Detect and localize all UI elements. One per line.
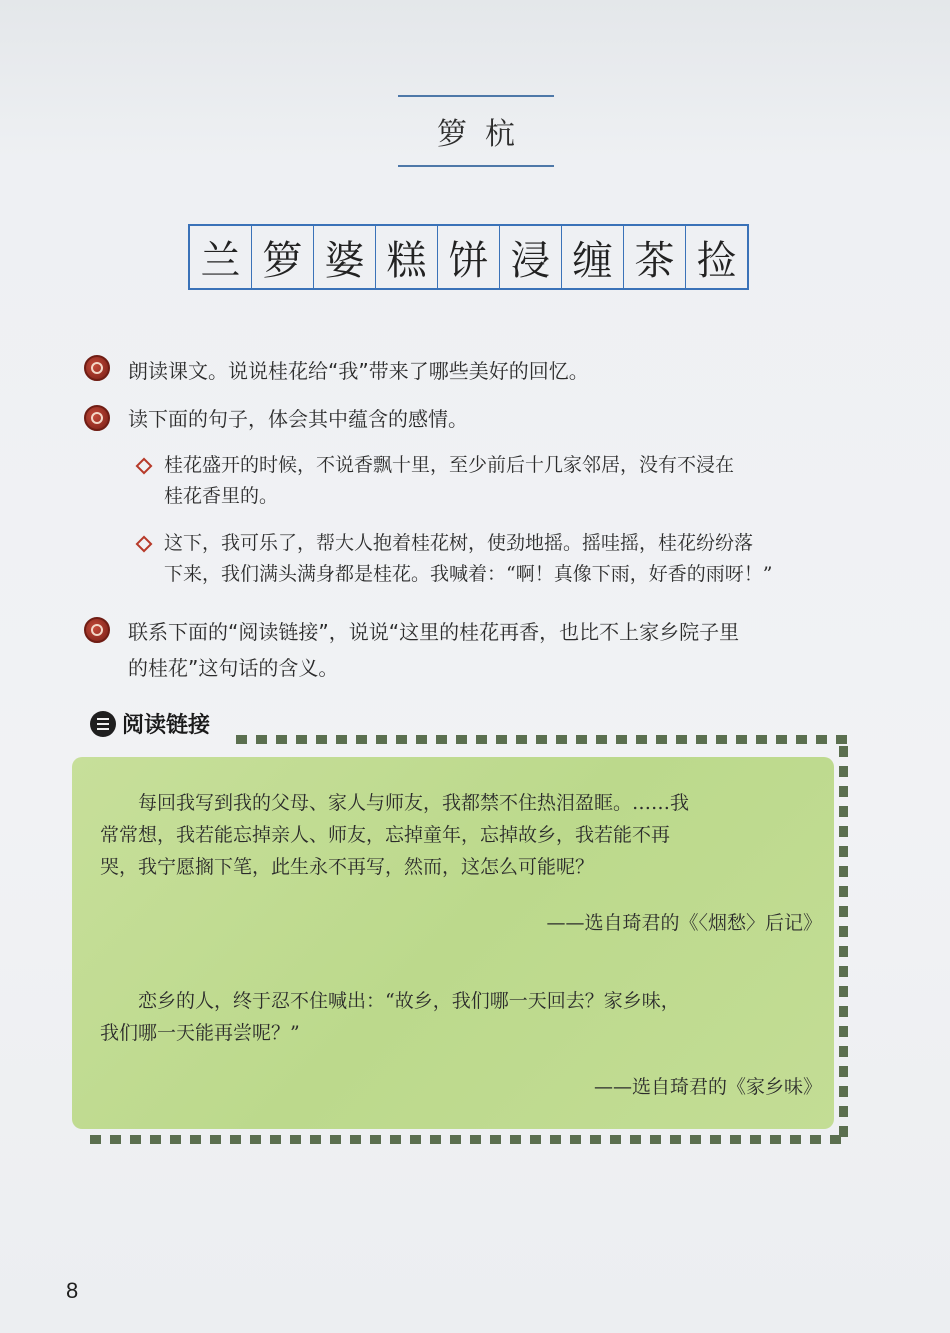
reading-link-title: 阅读链接: [122, 713, 211, 738]
exercise-2-text: 读下面的句子，体会其中蕴含的感情。: [128, 407, 468, 431]
diamond-bullet-icon: [136, 536, 153, 553]
pinyin-heading: [398, 95, 554, 167]
passage-line: 恋乡的人，终于忍不住喊出：“故乡，我们哪一天回去？家乡味，: [100, 990, 680, 1012]
page-number: 8: [66, 1278, 79, 1303]
item-line: 下来，我们满头满身都是桂花。我喊着：“啊！真像下雨，好香的雨呀！”: [164, 563, 773, 585]
diamond-bullet-icon: [136, 458, 153, 475]
character-cell: 缠: [562, 226, 624, 288]
item-line: 桂花盛开的时候，不说香飘十里，至少前后十几家邻居，没有不浸在: [164, 454, 735, 476]
character-cell: 兰: [190, 226, 252, 288]
dashed-border: [236, 735, 848, 744]
exercise-2-item: [136, 450, 876, 512]
character-cell: 婆: [314, 226, 376, 288]
passage-2-source: ——选自琦君的《家乡味》: [593, 1076, 822, 1098]
item-line: 这下，我可乐了，帮大人抱着桂花树，使劲地摇。摇哇摇，桂花纷纷落: [164, 532, 754, 554]
exercise-bullet-icon: [84, 355, 110, 381]
passage-1: [100, 787, 689, 883]
character-cell: 箩: [252, 226, 314, 288]
character-cell: 糕: [376, 226, 438, 288]
passage-line: 我们哪一天能再尝呢？”: [100, 1022, 300, 1044]
character-grid: [188, 224, 749, 290]
exercise-1-text: 朗读课文。说说桂花给“我”带来了哪些美好的回忆。: [128, 359, 589, 383]
passage-2: [100, 985, 680, 1049]
character-cell: 捡: [696, 237, 737, 284]
item-line: 桂花香里的。: [164, 485, 279, 507]
pinyin-heading-text: 箩杭: [437, 117, 533, 152]
character-cell: 茶: [624, 226, 686, 288]
exercise-bullet-icon: [84, 405, 110, 431]
exercise-3-text-line2: 的桂花”这句话的含义。: [128, 656, 339, 680]
exercise-3-text-line1: 联系下面的“阅读链接”，说说“这里的桂花再香，也比不上家乡院子里: [128, 620, 740, 644]
exercise-2-item: [136, 528, 876, 590]
dashed-border: [90, 1135, 848, 1144]
passage-1-source: ——选自琦君的《〈烟愁〉后记》: [546, 912, 822, 934]
exercise-bullet-icon: [84, 617, 110, 643]
character-cell: 饼: [438, 226, 500, 288]
passage-line: 每回我写到我的父母、家人与师友，我都禁不住热泪盈眶。……我: [100, 792, 690, 814]
dashed-border: [839, 746, 848, 1138]
book-list-icon: [90, 711, 116, 737]
passage-line: 常常想，我若能忘掉亲人、师友，忘掉童年，忘掉故乡，我若能不再: [100, 824, 671, 846]
reading-link-header: [90, 708, 210, 739]
passage-line: 哭，我宁愿搁下笔，此生永不再写，然而，这怎么可能呢？: [100, 856, 595, 878]
character-cell: 浸: [500, 226, 562, 288]
